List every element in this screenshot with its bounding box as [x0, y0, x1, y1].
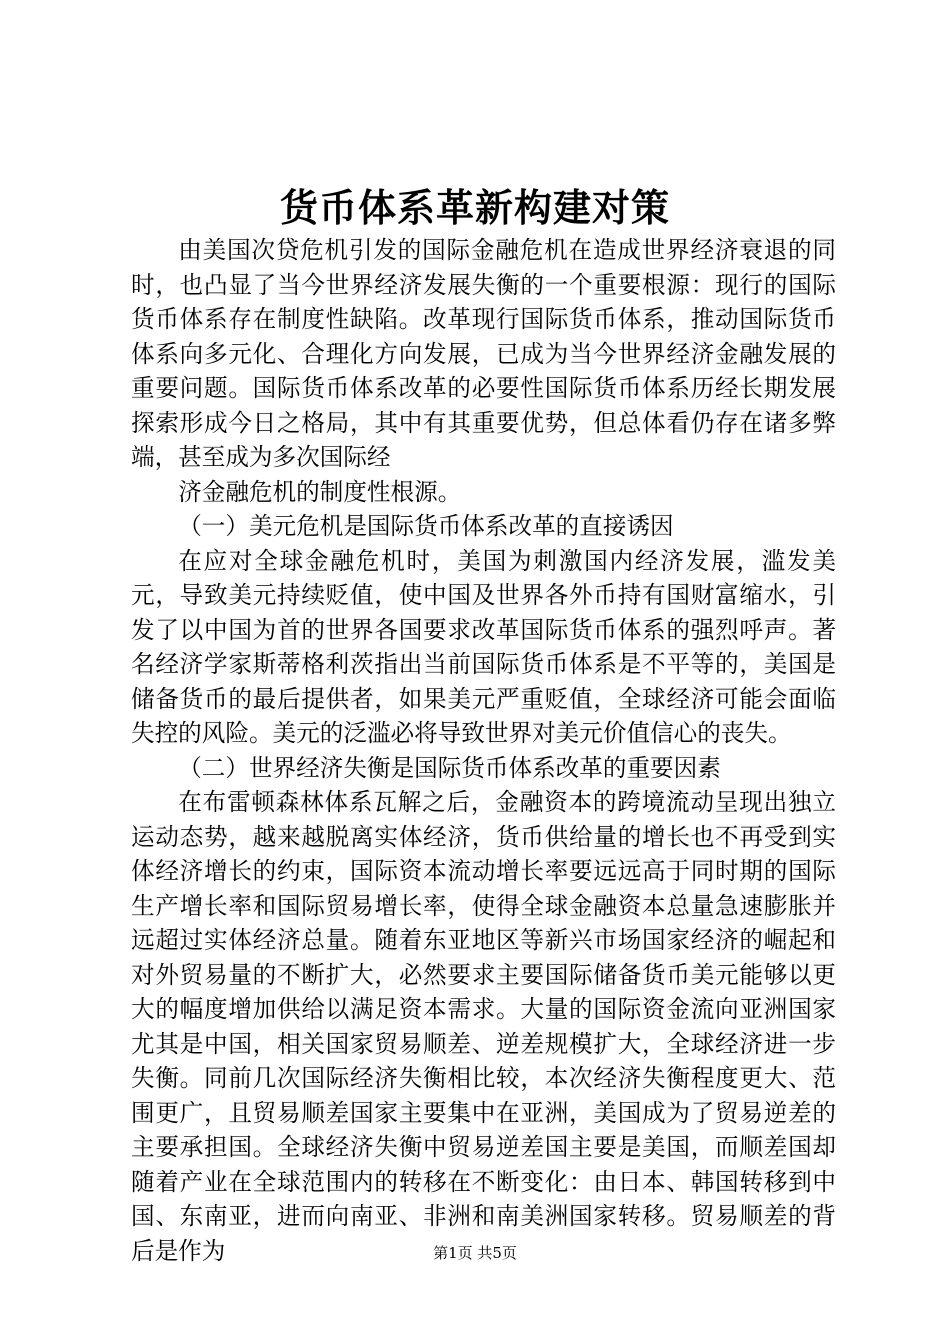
paragraph-intro-continued: 济金融危机的制度性根源。 — [178, 477, 462, 506]
paragraph-intro: 由美国次贷危机引发的国际金融危机在造成世界经济衰退的同时，也凸显了当今世界经济发展失衡的一个重要根源：现行的国际货币体系存在制度性缺陷。改革现行国际货币体系，推动国际货币体系向多元化、合理化方向发展，已成为当今世界经济金融发展的重要问题。国际货币体系改革的必要性国际货币体系历经长期发展探索形成今日之格局，其中有其重要优势，但总体看仍存在诸多弊端，甚至成为多次国际经 — [131, 236, 836, 471]
paragraph-section-2: 在布雷顿森林体系瓦解之后，金融资本的跨境流动呈现出独立运动态势，越来越脱离实体经济，货币供给量的增长也不再受到实体经济增长的约束，国际资本流动增长率要远远高于同时期的国际生产增长率和国际贸易增长率，使得全球金融资本总量急速膨胀并远超过实体经济总量。随着东亚地区等新兴市场国家经济的崛起和对外贸易量的不断扩大，必然要求主要国际储备货币美元能够以更大的幅度增加供给以满足资本需求。大量的国际资金流向亚洲国家尤其是中国，相关国家贸易顺差、逆差规模扩大，全球经济进一步失衡。同前几次国际经济失衡相比较，本次经济失衡程度更大、范围更广，且贸易顺差国家主要集中在亚洲，美国成为了贸易逆差的主要承担国。全球经济失衡中贸易逆差国主要是美国，而顺差国却随着产业在全球范围内的转移在不断变化：由日本、韩国转移到中国、东南亚，进而向南亚、非洲和南美洲国家转移。贸易顺差的背后是作为 — [131, 788, 836, 1265]
document-body — [131, 233, 836, 1268]
paragraph-section-1: 在应对全球金融危机时，美国为刺激国内经济发展，滥发美元，导致美元持续贬值，使中国及世界各外币持有国财富缩水，引发了以中国为首的世界各国要求改革国际货币体系的强烈呼声。著名经济学家斯蒂格利茨指出当前国际货币体系是不平等的，美国是储备货币的最后提供者，如果美元严重贬值，全球经济可能会面临失控的风险。美元的泛滥必将导致世界对美元价值信心的丧失。 — [131, 546, 836, 747]
document-title: 货币体系革新构建对策 — [279, 186, 670, 230]
page-number-footer: 第1页 共5页 — [433, 1244, 517, 1262]
section-heading-1: （一）美元危机是国际货币体系改革的直接诱因 — [178, 512, 674, 540]
section-heading-2: （二）世界经济失衡是国际货币体系改革的重要因素 — [178, 753, 721, 782]
